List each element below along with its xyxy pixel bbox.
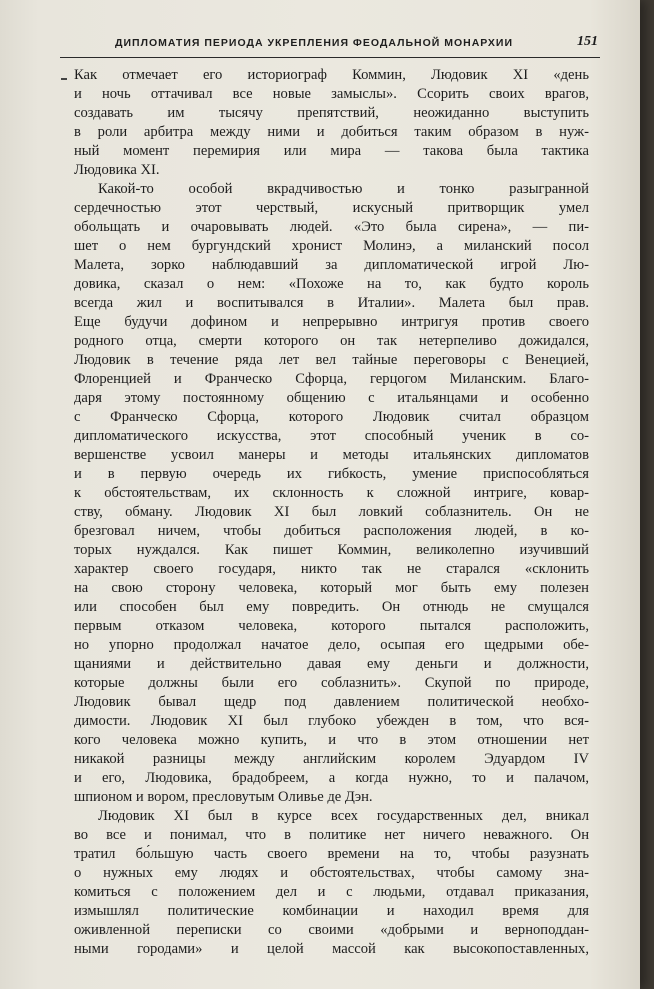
text-line: на свою сторону человека, который мог быть ему полезен (74, 580, 589, 596)
text-line: ными городами» и целой массой как высокопоставленных, (74, 941, 589, 957)
text-line: Флоренцией и Франческо Сфорца, герцогом Миланским. Благо- (74, 371, 589, 387)
text-line: но упорно продолжал начатое дело, осыпая его щедрыми обе- (74, 637, 589, 653)
text-line: родного отца, смерти которого он так нетерпеливо дожидался, (74, 333, 589, 349)
running-title: ДИПЛОМАТИЯ ПЕРИОДА УКРЕПЛЕНИЯ ФЕОДАЛЬНОЙ МОНАРХИИ (115, 37, 514, 49)
text-line: тратил бо́льшую часть своего времени на то, чтобы разузнать (74, 846, 589, 862)
text-line: к обстоятельствам, их склонность к сложной интриге, ковар- (74, 485, 589, 501)
text-line: которые должны были его соблазнить». Скупой по природе, (74, 675, 589, 691)
text-line: Людовик бывал щедр под давлением политической необхо- (74, 694, 589, 710)
text-line: вершенстве усвоил манеры и методы итальянских дипломатов (74, 447, 589, 463)
text-line: сердечностью этот черствый, искусный притворщик умел (74, 200, 589, 216)
text-line: оживленной переписки со своими «добрыми и верноподдан- (74, 922, 589, 938)
page-number: 151 (577, 34, 598, 49)
text-line: Людовик XI был в курсе всех государственных дел, вникал (98, 808, 589, 824)
text-line: кого человека можно купить, и что в этом отношении нет (74, 732, 589, 748)
text-line: создавать им тысячу препятствий, неожиданно выступить (74, 105, 589, 121)
text-line: характер своего государя, никто так не старался «склонить (74, 561, 589, 577)
text-line: Как отмечает его историограф Коммин, Людовик XI «день (74, 67, 589, 83)
text-line: комиться с положением дел и с людьми, отдавал приказания, (74, 884, 589, 900)
text-line: всегда жил и воспитывался в Италии». Малета был прав. (74, 295, 589, 311)
text-line: даря этому постоянному общению с итальянцами и особенно (74, 390, 589, 406)
text-line: димости. Людовик XI был глубоко убежден в том, что вся- (74, 713, 589, 729)
text-line: шет о нем бургундский хронист Молинэ, а миланский посол (74, 238, 589, 254)
text-line: Малета, зорко наблюдавший за дипломатической игрой Лю- (74, 257, 589, 273)
text-line: брезговал ничем, чтобы добиться расположения людей, в ко- (74, 523, 589, 539)
text-line: обольщать и очаровывать людей. «Это была сирена», — пи- (74, 219, 589, 235)
text-line: Какой-то особой вкрадчивостью и тонко разыгранной (98, 181, 589, 197)
body-text (74, 66, 589, 959)
text-line: и в первую очередь их гибкость, умение приспособляться (74, 466, 589, 482)
text-line: Людовика XI. (74, 162, 160, 178)
text-line: шпионом и вором, пресловутым Оливье де Дэн. (74, 789, 373, 805)
text-line: Людовик в течение ряда лет вел тайные переговоры с Венецией, (74, 352, 589, 368)
page-header (60, 35, 600, 58)
margin-mark (61, 78, 67, 80)
text-line: с Франческо Сфорца, которого Людовик считал образцом (74, 409, 589, 425)
text-line: Еще будучи дофином и непрерывно интригуя против своего (74, 314, 589, 330)
text-line: во все и понимал, что в политике нет ничего неважного. Он (74, 827, 589, 843)
text-line: довика, сказал о нем: «Похоже на то, как будто король (74, 276, 589, 292)
text-line: ный момент перемирия или мира — такова была тактика (74, 143, 589, 159)
text-line: никакой разницы между английским королем Эдуардом IV (74, 751, 589, 767)
text-line: ству, обману. Людовик XI был ловкий соблазнитель. Он не (74, 504, 589, 520)
text-line: в роли арбитра между ними и добиться таким образом в нуж- (74, 124, 589, 140)
text-line: и ночь оттачивал все новые замыслы». Ссорить своих врагов, (74, 86, 589, 102)
text-line: щаниями и действительно давая ему деньги и должности, (74, 656, 589, 672)
text-line: первым отказом человека, которого пытался расположить, (74, 618, 589, 634)
text-line: дипломатического искусства, этот способный ученик в со- (74, 428, 589, 444)
text-line: измышлял политические комбинации и находил время для (74, 903, 589, 919)
text-line: о нужных ему людях и обстоятельствах, чтобы самому зна- (74, 865, 589, 881)
text-line: торых нуждался. Как пишет Коммин, великолепно изучивший (74, 542, 589, 558)
text-line: и его, Людовика, брадобреем, а когда нужно, то и палачом, (74, 770, 589, 786)
text-line: или способен был ему повредить. Он отнюдь не смущался (74, 599, 589, 615)
